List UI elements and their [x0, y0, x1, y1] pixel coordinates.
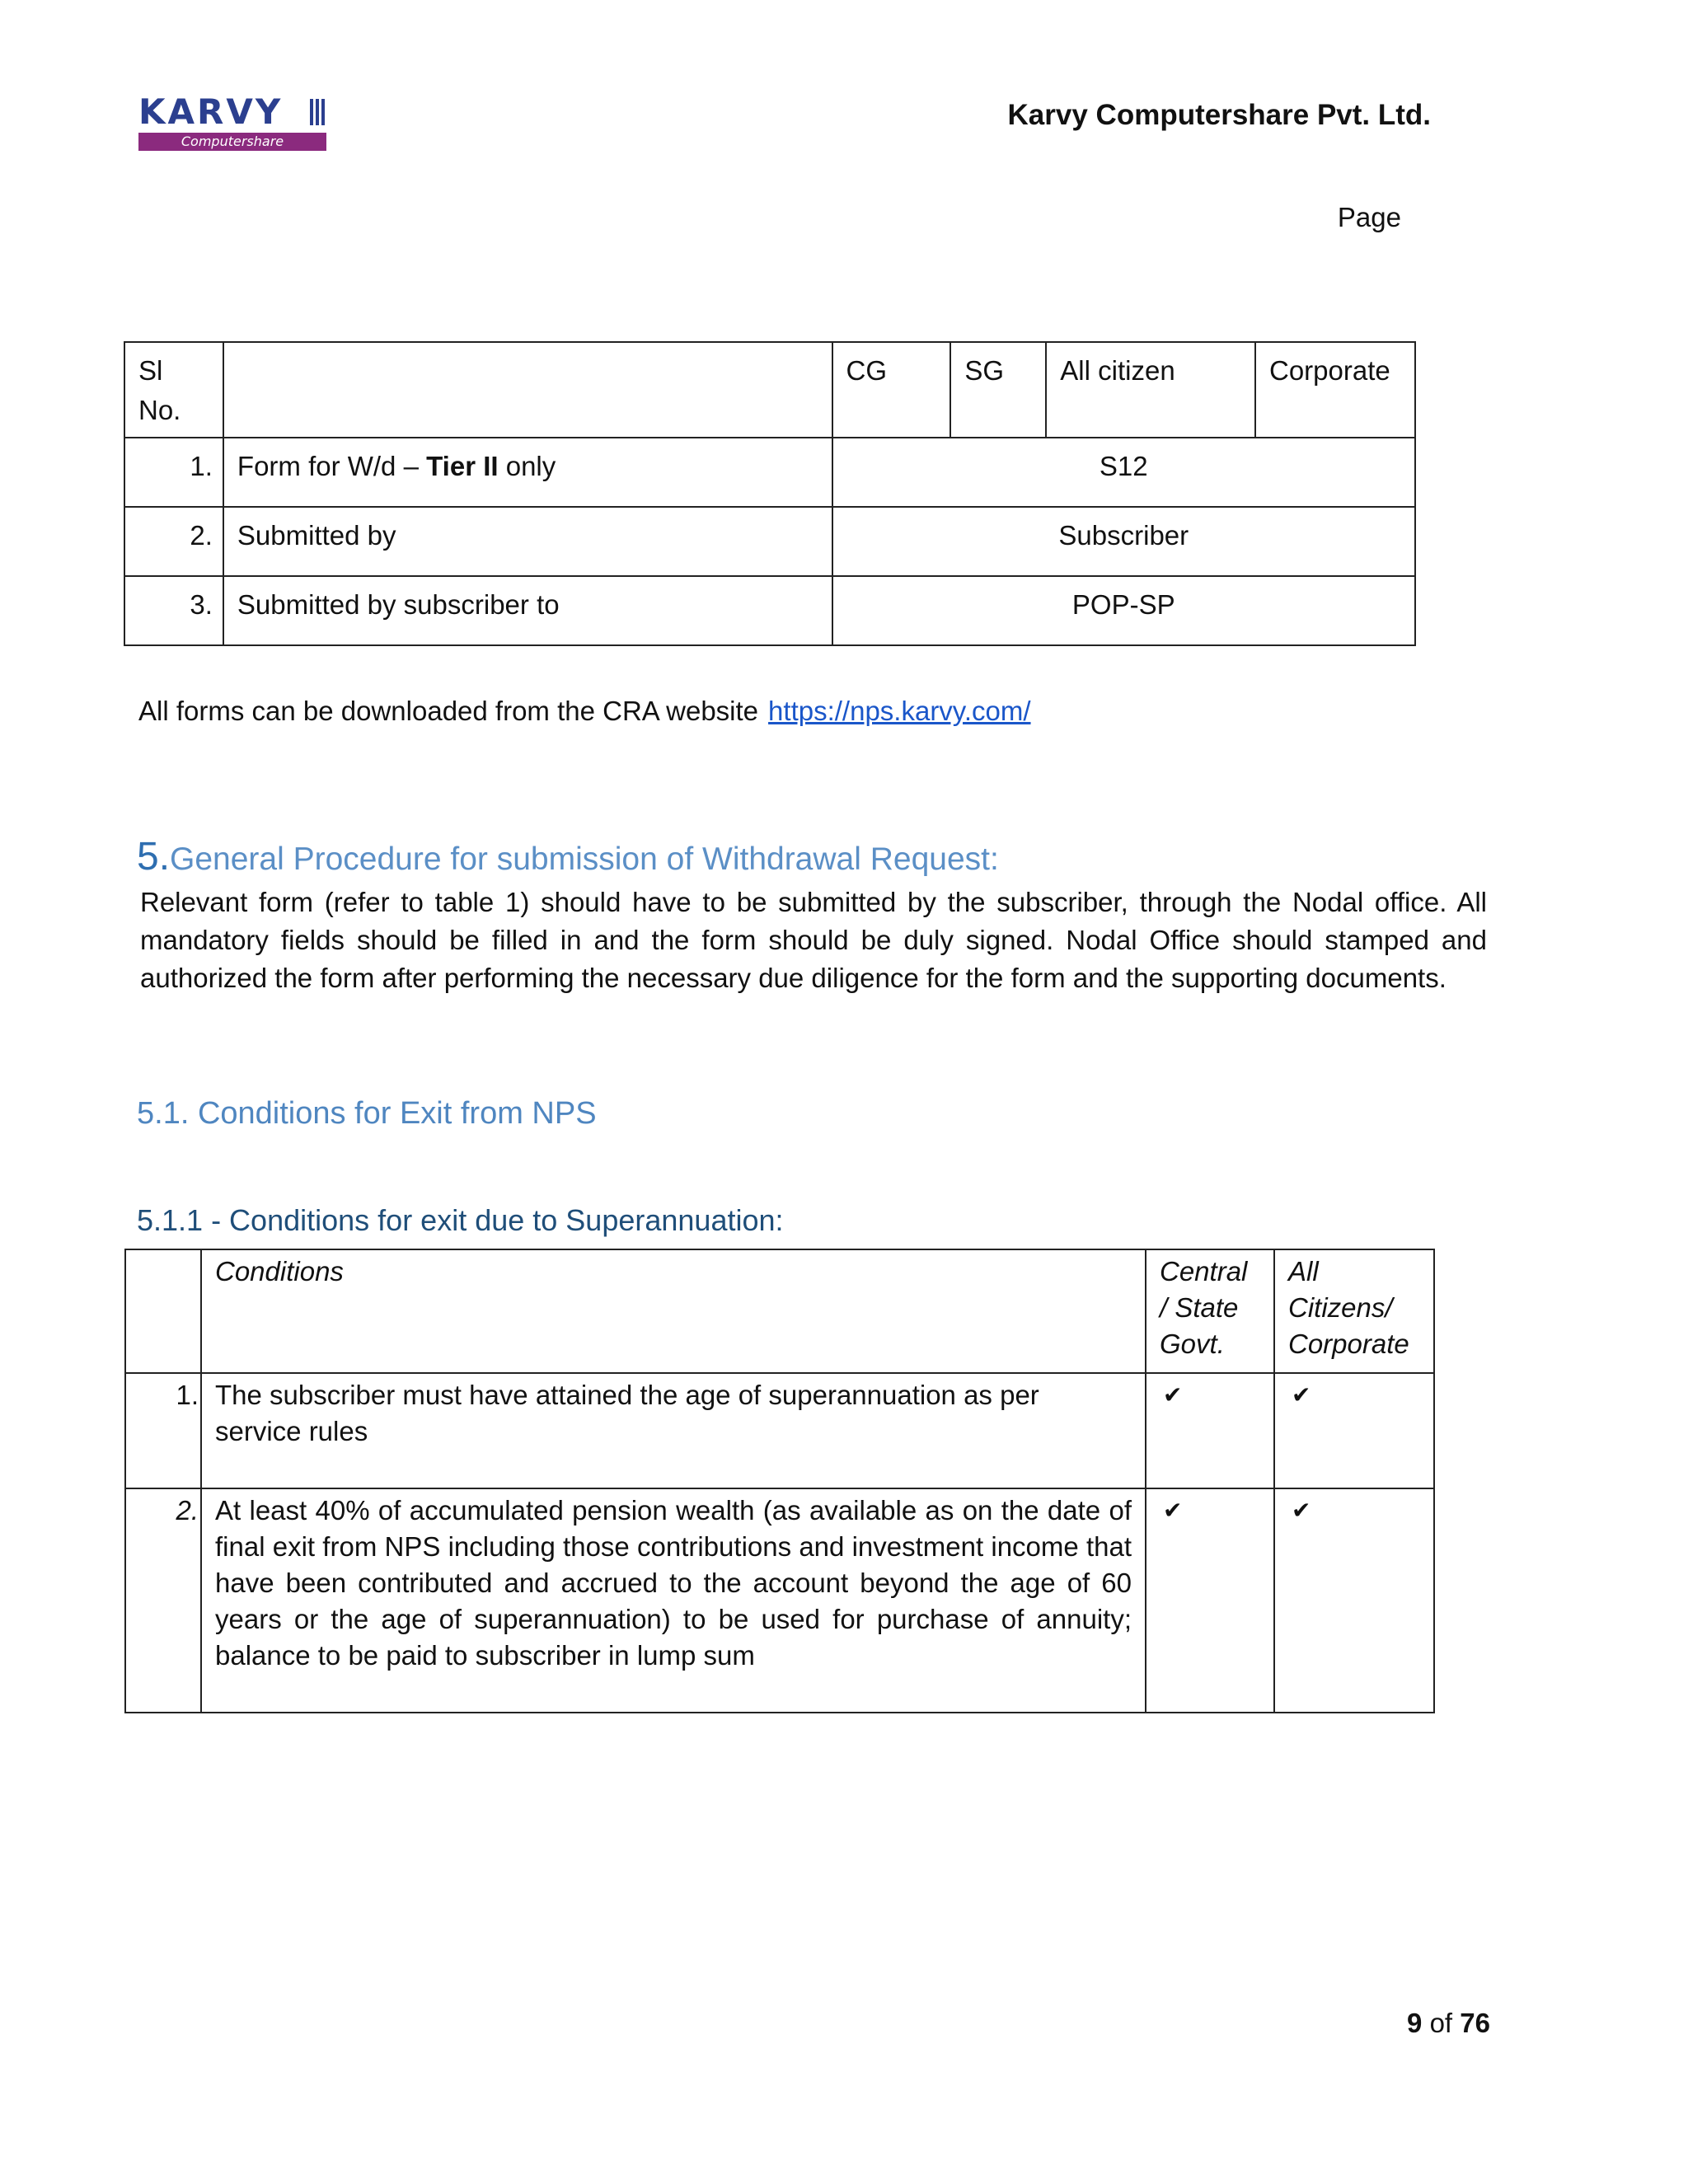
row-number: 2.	[124, 507, 223, 576]
download-note	[138, 696, 1031, 727]
condition-text: The subscriber must have attained the age of superannuation as per service rules	[201, 1373, 1146, 1488]
karvy-logo	[138, 91, 326, 152]
forms-table	[124, 341, 1416, 646]
section-5-paragraph: Relevant form (refer to table 1) should have to be submitted by the subscriber, through the Nodal office. All mandatory fields should be filled in and the form should be duly signed. Nodal Office should stamped and authorized the form after performing the necessary due diligence for the form and the supporting documents.	[140, 887, 1487, 993]
section-5-1-1-heading: 5.1.1 - Conditions for exit due to Superannuation:	[137, 1203, 784, 1237]
column-header-conditions: Conditions	[201, 1249, 1146, 1373]
company-name: Karvy Computershare Pvt. Ltd.	[1007, 99, 1431, 131]
column-header-central-state-govt: Central / State Govt.	[1146, 1249, 1274, 1373]
logo-bars-icon	[310, 99, 326, 125]
logo-text: KARVY	[138, 91, 284, 132]
row-label: Submitted by	[223, 507, 832, 576]
section-5-heading	[137, 834, 999, 879]
checkmark-icon: ✔	[1146, 1488, 1274, 1713]
row-value: S12	[832, 438, 1415, 507]
column-header-cg: CG	[832, 342, 951, 438]
checkmark-icon: ✔	[1274, 1488, 1434, 1713]
column-header-all-citizens-corporate: All Citizens/ Corporate	[1274, 1249, 1434, 1373]
table-row	[124, 576, 1415, 645]
table-header-row	[124, 342, 1415, 438]
exit-conditions-table	[124, 1249, 1435, 1713]
row-value: Subscriber	[832, 507, 1415, 576]
page-label: Page	[1337, 202, 1401, 232]
column-header-sl-no: Sl No.	[124, 342, 223, 438]
cra-website-link[interactable]: https://nps.karvy.com/	[768, 696, 1031, 726]
section-number: 5.	[137, 835, 171, 879]
row-value: POP-SP	[832, 576, 1415, 645]
table-row	[124, 507, 1415, 576]
row-number: 3.	[124, 576, 223, 645]
column-header-number	[125, 1249, 201, 1373]
section-title: General Procedure for submission of Withdrawal Request:	[170, 841, 999, 877]
download-text: All forms can be downloaded from the CRA website	[138, 696, 759, 726]
condition-text: At least 40% of accumulated pension wealth (as available as on the date of final exit from NPS including those contributions and investment income that have been contributed and accrued to the account beyond the age of 60 years or the age of superannuation) to be used for purchase of annuity; balance to be paid to subscriber in lump sum	[201, 1488, 1146, 1713]
column-header-all-citizen: All citizen	[1046, 342, 1255, 438]
table-row	[125, 1488, 1434, 1713]
row-number: 2.	[125, 1488, 201, 1713]
column-header-blank	[223, 342, 832, 438]
row-label: Submitted by subscriber to	[223, 576, 832, 645]
row-number: 1.	[125, 1373, 201, 1488]
row-number: 1.	[124, 438, 223, 507]
checkmark-icon: ✔	[1274, 1373, 1434, 1488]
section-5-1-heading: 5.1. Conditions for Exit from NPS	[137, 1096, 597, 1131]
table-header-row	[125, 1249, 1434, 1373]
logo-subtext: Computershare	[138, 133, 326, 151]
column-header-corporate: Corporate	[1255, 342, 1415, 438]
column-header-sg: SG	[950, 342, 1046, 438]
page-number: 9 of 76	[1407, 2008, 1490, 2038]
checkmark-icon: ✔	[1146, 1373, 1274, 1488]
table-row	[125, 1373, 1434, 1488]
row-label: Form for W/d – Tier II only	[223, 438, 832, 507]
table-row	[124, 438, 1415, 507]
